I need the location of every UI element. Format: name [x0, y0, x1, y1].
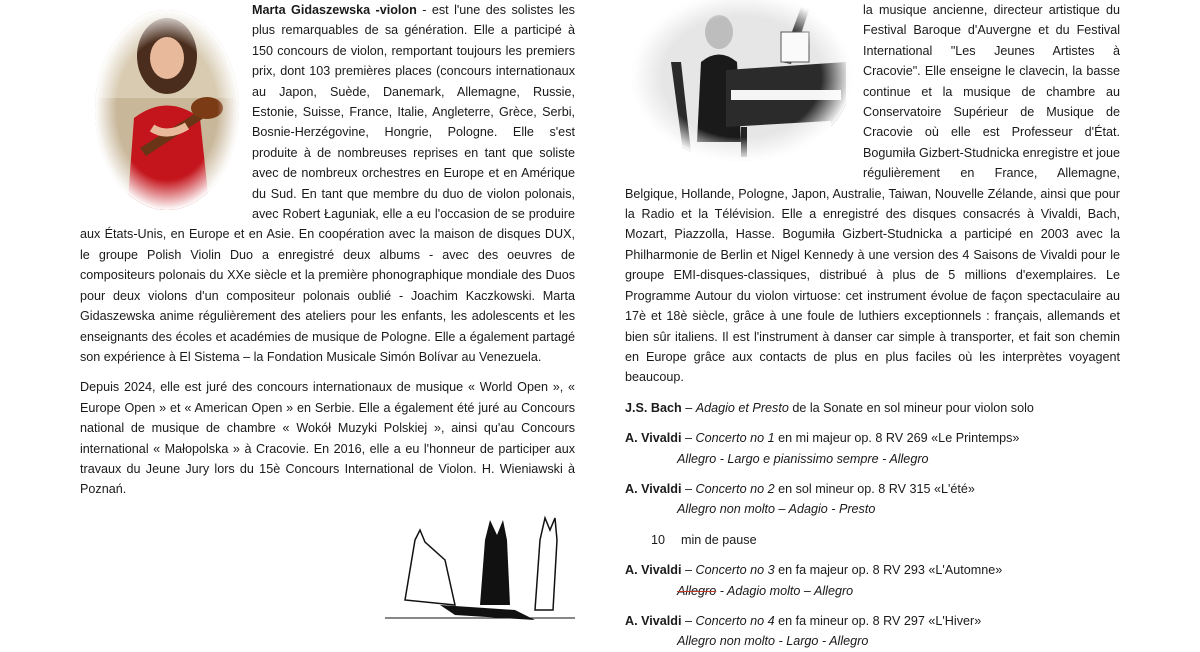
program-item-vivaldi-3: [625, 560, 1120, 601]
program-list: [625, 398, 1120, 418]
cats-illustration: [385, 510, 585, 630]
program-item-bach: [625, 398, 1120, 418]
movements: Allegro - Largo e pianissimo sempre - Allegro: [677, 451, 929, 466]
dash: –: [681, 431, 696, 446]
violinist-name: Marta Gidaszewska -violon: [252, 3, 417, 17]
movement-first: Allegro: [677, 583, 717, 598]
dash: –: [681, 563, 696, 578]
harpsichordist-portrait: [631, 0, 853, 162]
program-item-vivaldi-4: [625, 611, 1120, 652]
movements: [625, 581, 1120, 601]
work-detail: de la Sonate en sol mineur pour violon solo: [788, 400, 1034, 415]
composer-name: A. Vivaldi: [625, 563, 682, 578]
composer-name: A. Vivaldi: [625, 481, 682, 496]
program-pause: [625, 530, 1120, 550]
program-item-vivaldi-2: [625, 479, 1120, 520]
dash: –: [681, 400, 696, 415]
movement-rest: - Adagio molto – Allegro: [716, 583, 854, 598]
work-title: Adagio et Presto: [695, 400, 789, 415]
pause-number: 10: [651, 532, 666, 547]
work-detail: en fa mineur op. 8 RV 297 «L'Hiver»: [774, 613, 982, 628]
work-detail: en fa majeur op. 8 RV 293 «L'Automne»: [774, 563, 1003, 578]
work-title: Concerto no 3: [695, 563, 775, 578]
composer-name: J.S. Bach: [625, 400, 682, 415]
right-column: [625, 0, 1120, 652]
harpsichordist-bio: la musique ancienne, directeur artistique du Festival Baroque d'Auvergne et du Festival International "Les Jeunes Artistes à Cracovie". Elle enseigne le clavecin, la basse continue et la musique de chambre au Conservatoire Supérieur de Musique de Cracovie où elle est Professeur d'État. Bogumiła Gizbert-Studnicka enregistre et joue régulièrement en France, Allemagne, Belgique, Hollande, Pologne, Japon, Australie, Taiwan, Nouvelle Zélande, ainsi que pour la Radio et la Télévision. Elle a enregistré des disques consacrés à Vivaldi, Bach, Mozart, Piazzolla, Hasse. Bogumiła Gizbert-Studnicka a participé en 2003 avec la Philharmonie de Berlin et Nigel Kennedy à une version des 4 Saisons de Vivaldi pour le groupe EMI-disques-classiques, distribué à plus de 5 millions d'exemplaires. Le Programme Autour du violon virtuose: cet instrument évolue de façon spectaculaire au 17è et 18è siècle, grâce à une foule de luthiers exceptionnels : français, allemands et bien sûr italiens. Il est l'instrument à danser car simple à transporter, et fait son chemin en Europe grâce aux contacts de plus en plus faciles où les interprètes voyagent beaucoup.: [625, 3, 1120, 385]
composer-name: A. Vivaldi: [625, 431, 682, 446]
work-detail: en sol mineur op. 8 RV 315 «L'été»: [774, 481, 975, 496]
movements: Allegro non molto - Largo - Allegro: [677, 634, 869, 649]
violinist-jury-text: Depuis 2024, elle est juré des concours internationaux de musique « World Open », « Europe Open » et « American Open » en Serbie. Elle a également été juré au Concours national de musique de chambre « Wokół Muzyki Polskiej », ainsi qu'au Concours international « Małopolska » à Cracovie. En 2016, elle a eu l'honneur de participer aux travaux du Jeune Jury lors du 15è Concours International de Violon. H. Wieniawski à Poznań.: [80, 380, 575, 497]
violinist-bio-text: - est l'une des solistes les plus remarquables de sa génération. Elle a participé à 150 concours de violon, remportant toujours les premiers prix, dont 103 premières places (concours internationaux au Japon, Suède, Danemark, Allemagne, Russie, Estonie, Suisse, France, Italie, Angleterre, Grèce, Serbi, Bosnie-Herzégovine, Hongrie, Pologne. Elle s'est produite à de nombreuses reprises en tant que soliste avec de nombreux orchestres en Europe et en Amérique du Sud. En tant que membre du duo de violon polonais, avec Robert Łaguniak, elle a eu l'occasion de se produire aux États-Unis, en Europe et en Asie. En coopération avec la maison de disques DUX, le groupe Polish Violin Duo a enregistré deux albums - avec des oeuvres de compositeurs polonais du XXe siècle et la première phonographique mondiale des Duos pour deux violons d'un compositeur polonais oublié - Joachim Kaczkowski. Marta Gidaszewska anime régulièrement des ateliers pour les enfants, les adolescents et les enseignants des écoles et académies de musique de Pologne. Elle a également partagé son expérience à El Sistema – la Fondation Musicale Simón Bolívar au Venezuela.: [80, 3, 575, 364]
work-title: Concerto no 4: [695, 613, 775, 628]
work-detail: en mi majeur op. 8 RV 269 «Le Printemps»: [774, 431, 1020, 446]
left-column: [80, 0, 575, 500]
dash: –: [681, 613, 696, 628]
dash: –: [681, 481, 696, 496]
work-title: Concerto no 1: [695, 431, 775, 446]
work-title: Concerto no 2: [695, 481, 775, 496]
program-item-vivaldi-1: [625, 428, 1120, 469]
violinist-portrait: [92, 8, 242, 213]
movements: Allegro non molto – Adagio - Presto: [677, 502, 876, 517]
pause-label: min de pause: [681, 532, 757, 547]
composer-name: A. Vivaldi: [625, 613, 682, 628]
